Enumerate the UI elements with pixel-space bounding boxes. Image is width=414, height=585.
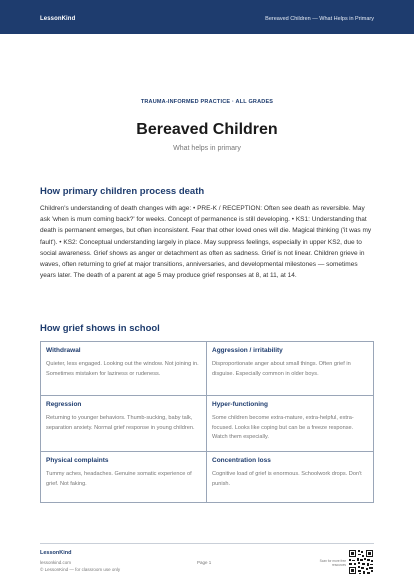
card-title: Physical complaints [46,457,109,464]
page-title: Bereaved Children [136,121,278,138]
footer-brand: LessonKind [40,550,72,556]
category-eyebrow: TRAUMA-INFORMED PRACTICE · ALL GRADES [140,99,274,105]
card-text: Tummy aches, headaches. Genuine somatic experience of grief. Not faking. [46,471,192,487]
card-title: Regression [46,401,82,408]
grief-signs-grid [40,341,374,503]
document-title: Bereaved Children — What Helps in Primary [265,16,374,22]
top-banner [0,0,414,34]
footer-website-link[interactable]: lessonkind.com [40,560,72,565]
card-text: Quieter, less engaged. Looking out the window. Not joining in. Sometimes mistaken for laziness or rudeness. [46,361,199,377]
card-text: Returning to younger behaviors. Thumb-sucking, baby talk, separation anxiety. Normal grief response in young children. [46,415,195,431]
brand-name[interactable]: LessonKind [40,16,76,22]
card-text: Cognitive load of grief is enormous. Schoolwork drops. Don't punish. [212,471,362,487]
grief-card-concentration-loss [207,452,373,502]
footer-divider [40,543,374,544]
process-paragraph: Children's understanding of death changes with age: • PRE-K / RECEPTION: Often see death as reversible. May ask 'when is mum coming back?' for weeks. Concept of permanence is still developing. • KS1: Understanding that death is permanent emerges, but often inconsistent. Fear that other loved ones will die. Magical thinking ('it was my fault'). • KS2: Conceptual understanding largely in place. May suppress feelings, especially in upper KS2, due to social awareness. Grief shows as anger or detachment as often as sadness. Grief is not linear. Children grieve in waves, often returning to grief at major transitions, anniversaries, and developmental milestones — sometimes years later. The death of a parent at age 5 may produce grief responses at 8, at 11, at 14. [40,205,372,280]
grief-card-physical-complaints [41,452,207,502]
section-heading-signs: How grief shows in school [40,323,160,334]
card-text: Disproportionate anger about small things. Often grief in disguise. Especially common in older boys. [212,361,351,377]
page-subtitle: What helps in primary [173,145,241,152]
grief-card-hyper-functioning [207,396,373,452]
qr-caption-line-1: Scan for more free [319,559,346,563]
qr-caption-line-2: resources [332,563,346,567]
card-title: Aggression / irritability [212,347,283,354]
section-heading-process: How primary children process death [40,186,205,197]
card-title: Concentration loss [212,457,271,464]
qr-code-icon[interactable] [348,549,374,575]
card-title: Hyper-functioning [212,401,268,408]
grief-card-regression [41,396,207,452]
grief-card-aggression [207,342,373,396]
card-title: Withdrawal [46,347,81,354]
grief-card-withdrawal [41,342,207,396]
page-number: Page 1 [197,560,212,565]
footer-copyright: © LessonKind — for classroom use only [40,567,121,572]
qr-caption [318,559,346,567]
card-text: Some children become extra-mature, extra-helpful, extra-focused. Looks like coping but can be a freeze response. Watch them especially. [212,415,354,440]
